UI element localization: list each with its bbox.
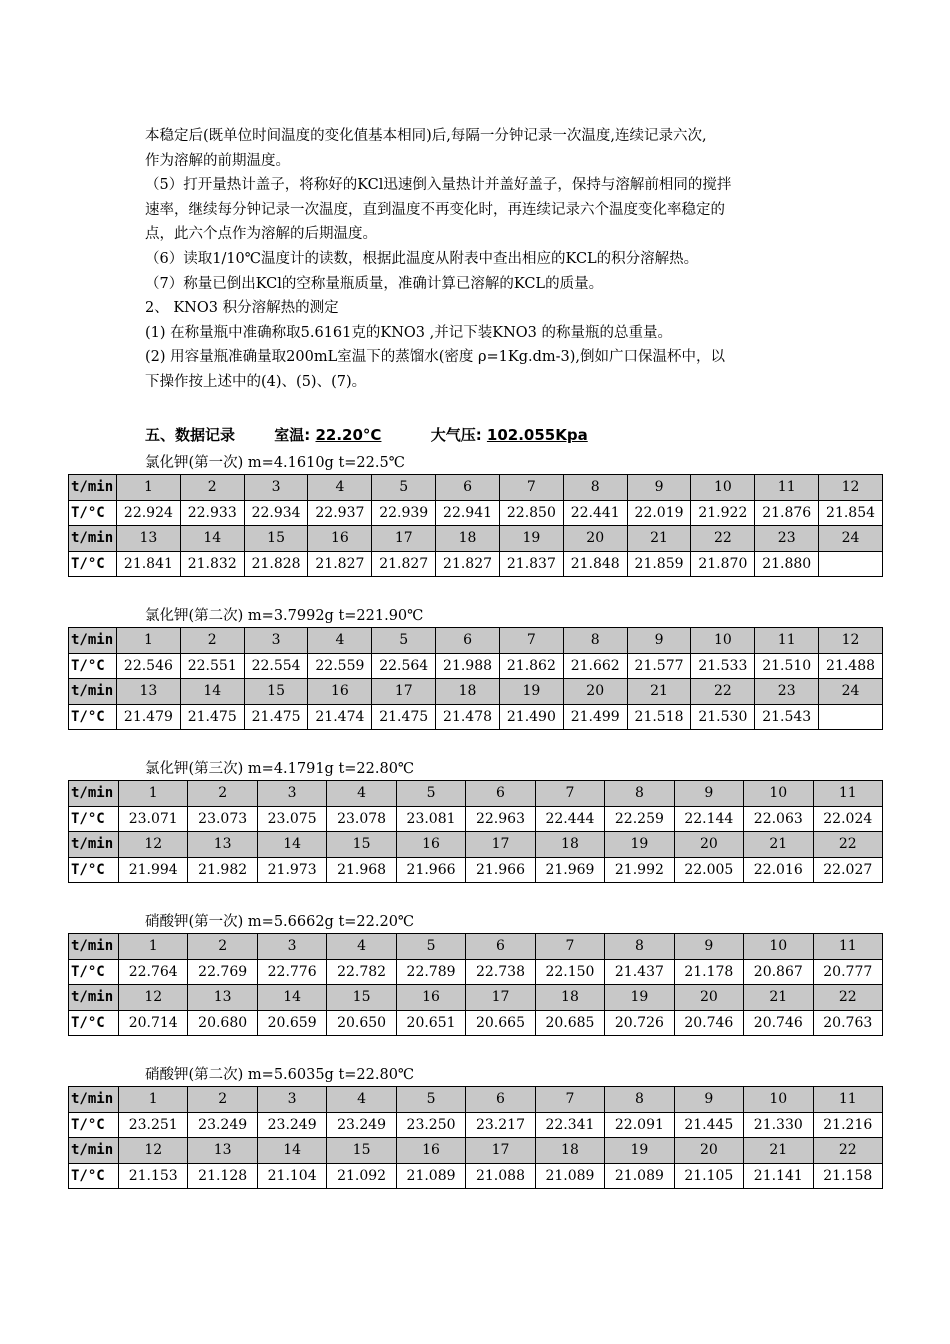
section-title: 五、数据记录 — [145, 426, 236, 444]
time-cell: 8 — [605, 781, 674, 807]
temperature-cell: 22.738 — [466, 959, 535, 985]
temperature-cell: 22.564 — [372, 653, 436, 679]
temperature-cell: 22.963 — [466, 806, 535, 832]
room-temp-value: 22.20°C — [315, 426, 382, 444]
time-label-cell: t/min — [69, 832, 119, 858]
time-cell: 1 — [117, 628, 181, 654]
table-row — [69, 857, 883, 883]
time-cell: 12 — [819, 628, 883, 654]
temperature-cell: 21.158 — [813, 1163, 882, 1189]
table-row — [69, 934, 883, 960]
temperature-cell: 20.746 — [674, 1010, 743, 1036]
temperature-cell: 21.518 — [627, 704, 691, 730]
temperature-cell: 21.988 — [436, 653, 500, 679]
time-cell: 22 — [691, 526, 755, 552]
time-cell: 19 — [499, 526, 563, 552]
time-cell: 16 — [308, 526, 372, 552]
procedure-text — [145, 124, 815, 395]
table-row — [69, 806, 883, 832]
time-cell: 10 — [744, 1087, 813, 1113]
time-cell: 7 — [499, 628, 563, 654]
temperature-cell: 21.966 — [466, 857, 535, 883]
temp-label-cell: T/°C — [69, 959, 119, 985]
temperature-cell: 23.249 — [327, 1112, 396, 1138]
time-cell: 11 — [813, 1087, 882, 1113]
temperature-cell: 20.659 — [257, 1010, 326, 1036]
time-cell: 19 — [605, 832, 674, 858]
temperature-cell: 20.680 — [188, 1010, 257, 1036]
table-caption: 氯化钾(第三次) m=4.1791g t=22.80℃ — [145, 761, 415, 777]
temperature-cell: 21.178 — [674, 959, 743, 985]
time-cell: 11 — [755, 475, 819, 501]
temperature-cell: 22.939 — [372, 500, 436, 526]
time-cell: 13 — [117, 526, 181, 552]
time-cell: 11 — [755, 628, 819, 654]
temperature-cell: 23.249 — [188, 1112, 257, 1138]
time-cell: 10 — [691, 475, 755, 501]
temperature-cell: 22.934 — [244, 500, 308, 526]
time-cell: 6 — [436, 475, 500, 501]
temperature-cell: 21.488 — [819, 653, 883, 679]
time-cell: 24 — [819, 679, 883, 705]
paragraph-line: 点，此六个点作为溶解的后期温度。 — [145, 226, 377, 243]
time-label-cell: t/min — [69, 526, 117, 552]
data-record-heading — [145, 425, 588, 445]
time-cell: 16 — [308, 679, 372, 705]
time-cell: 12 — [819, 475, 883, 501]
time-cell: 23 — [755, 679, 819, 705]
time-cell: 18 — [535, 832, 604, 858]
time-cell: 23 — [755, 526, 819, 552]
temperature-cell: 21.437 — [605, 959, 674, 985]
time-cell: 4 — [327, 934, 396, 960]
table-caption: 硝酸钾(第二次) m=5.6035g t=22.80℃ — [145, 1067, 415, 1083]
temperature-cell: 21.859 — [627, 551, 691, 577]
temperature-cell: 21.088 — [466, 1163, 535, 1189]
temperature-cell: 21.475 — [180, 704, 244, 730]
time-cell: 4 — [308, 475, 372, 501]
paragraph-line: 2、 KNO3 积分溶解热的测定 — [145, 300, 339, 317]
temperature-table — [68, 1086, 883, 1189]
temperature-cell: 21.854 — [819, 500, 883, 526]
time-cell: 20 — [674, 1138, 743, 1164]
time-cell: 1 — [119, 1087, 188, 1113]
temperature-cell: 22.789 — [396, 959, 465, 985]
temp-label-cell: T/°C — [69, 857, 119, 883]
time-cell: 10 — [744, 781, 813, 807]
temperature-cell: 21.848 — [563, 551, 627, 577]
temperature-cell: 21.862 — [499, 653, 563, 679]
temperature-cell: 20.746 — [744, 1010, 813, 1036]
time-cell: 8 — [605, 934, 674, 960]
time-cell: 9 — [674, 781, 743, 807]
time-cell: 6 — [436, 628, 500, 654]
time-cell: 15 — [244, 526, 308, 552]
temperature-cell: 22.850 — [499, 500, 563, 526]
table-row — [69, 832, 883, 858]
temperature-cell: 22.559 — [308, 653, 372, 679]
time-cell: 7 — [499, 475, 563, 501]
time-cell: 22 — [691, 679, 755, 705]
time-cell: 16 — [396, 985, 465, 1011]
temperature-cell: 21.104 — [257, 1163, 326, 1189]
temperature-cell: 23.073 — [188, 806, 257, 832]
temperature-cell: 23.249 — [257, 1112, 326, 1138]
temperature-cell: 21.475 — [244, 704, 308, 730]
temperature-cell: 22.144 — [674, 806, 743, 832]
paragraph-line: 作为溶解的前期温度。 — [145, 152, 290, 169]
temperature-cell: 23.078 — [327, 806, 396, 832]
time-cell: 17 — [466, 832, 535, 858]
temperature-cell: 20.665 — [466, 1010, 535, 1036]
time-cell: 9 — [674, 934, 743, 960]
temperature-cell: 21.330 — [744, 1112, 813, 1138]
time-label-cell: t/min — [69, 781, 119, 807]
temperature-cell: 23.081 — [396, 806, 465, 832]
temperature-cell: 21.828 — [244, 551, 308, 577]
temperature-cell: 22.441 — [563, 500, 627, 526]
time-cell: 20 — [563, 526, 627, 552]
table-row — [69, 500, 883, 526]
temperature-cell: 20.650 — [327, 1010, 396, 1036]
temperature-cell: 22.019 — [627, 500, 691, 526]
temperature-cell: 21.445 — [674, 1112, 743, 1138]
time-cell: 8 — [605, 1087, 674, 1113]
time-cell: 3 — [257, 1087, 326, 1113]
temperature-cell: 21.827 — [372, 551, 436, 577]
temperature-table — [68, 933, 883, 1036]
temperature-cell: 21.832 — [180, 551, 244, 577]
temperature-cell: 20.651 — [396, 1010, 465, 1036]
temperature-cell: 21.982 — [188, 857, 257, 883]
temperature-cell: 22.933 — [180, 500, 244, 526]
time-cell: 5 — [396, 1087, 465, 1113]
time-cell: 14 — [257, 985, 326, 1011]
time-cell: 14 — [180, 679, 244, 705]
time-cell: 14 — [257, 1138, 326, 1164]
time-cell: 20 — [563, 679, 627, 705]
temperature-cell: 22.769 — [188, 959, 257, 985]
time-cell: 17 — [372, 526, 436, 552]
temperature-cell: 23.217 — [466, 1112, 535, 1138]
paragraph-line: （6）读取1/10℃温度计的读数，根据此温度从附表中查出相应的KCL的积分溶解热。 — [145, 250, 699, 267]
temperature-cell: 21.092 — [327, 1163, 396, 1189]
time-cell: 3 — [257, 781, 326, 807]
time-cell: 20 — [674, 985, 743, 1011]
time-cell: 13 — [188, 985, 257, 1011]
table-row — [69, 653, 883, 679]
temperature-cell: 21.837 — [499, 551, 563, 577]
temperature-cell: 21.577 — [627, 653, 691, 679]
temperature-table — [68, 474, 883, 577]
paragraph-line: 下操作按上述中的(4)、(5)、(7)。 — [145, 373, 367, 390]
time-cell: 5 — [396, 934, 465, 960]
pressure-label: 大气压: — [430, 426, 482, 444]
temp-label-cell: T/°C — [69, 500, 117, 526]
table-row — [69, 1163, 883, 1189]
temp-label-cell: T/°C — [69, 806, 119, 832]
time-cell: 3 — [257, 934, 326, 960]
time-cell: 21 — [627, 526, 691, 552]
room-temp-label: 室温: — [274, 426, 311, 444]
paragraph-line: (1) 在称量瓶中准确称取5.6161克的KNO3 ,并记下装KNO3 的称量瓶的总重量。 — [145, 324, 672, 341]
time-cell: 17 — [466, 1138, 535, 1164]
temperature-cell: 21.880 — [755, 551, 819, 577]
temperature-cell: 23.075 — [257, 806, 326, 832]
temperature-cell: 23.071 — [119, 806, 188, 832]
paragraph-line: 速率，继续每分钟记录一次温度，直到温度不再变化时，再连续记录六个温度变化率稳定的 — [145, 201, 725, 218]
temperature-cell: 21.089 — [535, 1163, 604, 1189]
time-cell: 1 — [119, 934, 188, 960]
time-cell: 5 — [372, 475, 436, 501]
temp-label-cell: T/°C — [69, 704, 117, 730]
temperature-cell: 21.876 — [755, 500, 819, 526]
table-caption: 氯化钾(第一次) m=4.1610g t=22.5℃ — [145, 455, 405, 471]
time-cell: 3 — [244, 628, 308, 654]
table-row — [69, 679, 883, 705]
temp-label-cell: T/°C — [69, 1112, 119, 1138]
temp-label-cell: T/°C — [69, 653, 117, 679]
time-cell: 14 — [257, 832, 326, 858]
temperature-cell: 21.475 — [372, 704, 436, 730]
time-cell: 11 — [813, 781, 882, 807]
temperature-cell: 22.444 — [535, 806, 604, 832]
time-cell: 18 — [535, 1138, 604, 1164]
temperature-cell: 21.105 — [674, 1163, 743, 1189]
temperature-cell: 21.969 — [535, 857, 604, 883]
temperature-cell: 21.870 — [691, 551, 755, 577]
time-cell: 22 — [813, 832, 882, 858]
time-cell: 19 — [605, 985, 674, 1011]
temperature-cell: 22.150 — [535, 959, 604, 985]
paragraph-line: 本稳定后(既单位时间温度的变化值基本相同)后,每隔一分钟记录一次温度,连续记录六次, — [145, 128, 707, 144]
table-caption: 氯化钾(第二次) m=3.7992g t=221.90℃ — [145, 608, 424, 624]
time-cell: 19 — [605, 1138, 674, 1164]
time-cell: 2 — [180, 628, 244, 654]
time-cell: 22 — [813, 1138, 882, 1164]
temperature-cell: 21.533 — [691, 653, 755, 679]
temperature-cell: 21.089 — [396, 1163, 465, 1189]
table-row — [69, 526, 883, 552]
temperature-cell: 21.530 — [691, 704, 755, 730]
temperature-cell: 22.016 — [744, 857, 813, 883]
temperature-cell: 21.510 — [755, 653, 819, 679]
time-cell: 18 — [436, 526, 500, 552]
temperature-cell: 21.966 — [396, 857, 465, 883]
time-cell: 14 — [180, 526, 244, 552]
time-cell: 18 — [535, 985, 604, 1011]
temp-label-cell: T/°C — [69, 1163, 119, 1189]
time-cell: 2 — [188, 781, 257, 807]
temperature-cell: 20.867 — [744, 959, 813, 985]
time-cell: 5 — [372, 628, 436, 654]
time-cell: 21 — [744, 832, 813, 858]
temperature-table — [68, 780, 883, 883]
time-label-cell: t/min — [69, 1138, 119, 1164]
time-cell: 17 — [466, 985, 535, 1011]
time-cell: 12 — [119, 1138, 188, 1164]
time-cell: 21 — [744, 985, 813, 1011]
table-row — [69, 551, 883, 577]
temperature-cell: 21.922 — [691, 500, 755, 526]
time-cell: 17 — [372, 679, 436, 705]
temperature-cell: 22.546 — [117, 653, 181, 679]
time-cell: 15 — [327, 1138, 396, 1164]
table-row — [69, 1010, 883, 1036]
temperature-cell: 22.259 — [605, 806, 674, 832]
time-cell: 16 — [396, 832, 465, 858]
temperature-cell: 20.763 — [813, 1010, 882, 1036]
time-label-cell: t/min — [69, 934, 119, 960]
temperature-cell: 22.941 — [436, 500, 500, 526]
time-label-cell: t/min — [69, 1087, 119, 1113]
temperature-cell: 20.726 — [605, 1010, 674, 1036]
temperature-cell: 22.776 — [257, 959, 326, 985]
table-caption: 硝酸钾(第一次) m=5.6662g t=22.20℃ — [145, 914, 415, 930]
time-cell: 8 — [563, 628, 627, 654]
temperature-cell: 20.714 — [119, 1010, 188, 1036]
temperature-cell: 21.543 — [755, 704, 819, 730]
table-row — [69, 1138, 883, 1164]
temperature-cell: 22.063 — [744, 806, 813, 832]
temperature-cell: 21.490 — [499, 704, 563, 730]
table-row — [69, 475, 883, 501]
table-row — [69, 628, 883, 654]
temperature-cell: 21.992 — [605, 857, 674, 883]
temperature-cell: 21.153 — [119, 1163, 188, 1189]
table-row — [69, 959, 883, 985]
time-cell: 13 — [117, 679, 181, 705]
temperature-cell: 22.341 — [535, 1112, 604, 1138]
time-cell: 22 — [813, 985, 882, 1011]
time-cell: 6 — [466, 1087, 535, 1113]
temperature-table — [68, 627, 883, 730]
temperature-cell: 21.841 — [117, 551, 181, 577]
time-cell: 12 — [119, 985, 188, 1011]
pressure-value: 102.055Kpa — [486, 426, 588, 444]
temperature-cell: 21.089 — [605, 1163, 674, 1189]
temperature-cell: 21.128 — [188, 1163, 257, 1189]
time-cell: 12 — [119, 832, 188, 858]
table-row — [69, 985, 883, 1011]
temperature-cell: 23.251 — [119, 1112, 188, 1138]
temperature-cell: 22.764 — [119, 959, 188, 985]
temperature-cell: 21.662 — [563, 653, 627, 679]
time-cell: 10 — [691, 628, 755, 654]
time-label-cell: t/min — [69, 679, 117, 705]
time-label-cell: t/min — [69, 628, 117, 654]
time-cell: 9 — [627, 475, 691, 501]
temperature-cell: 21.994 — [119, 857, 188, 883]
temperature-cell: 20.777 — [813, 959, 882, 985]
paragraph-line: (2) 用容量瓶准确量取200mL室温下的蒸馏水(密度 ρ=1Kg.dm-3),倒如广口保温杯中，以 — [145, 349, 726, 366]
time-cell: 13 — [188, 832, 257, 858]
time-cell: 4 — [308, 628, 372, 654]
temperature-cell: 22.924 — [117, 500, 181, 526]
time-cell: 4 — [327, 1087, 396, 1113]
time-cell: 11 — [813, 934, 882, 960]
time-cell: 18 — [436, 679, 500, 705]
time-cell: 9 — [674, 1087, 743, 1113]
table-row — [69, 781, 883, 807]
temp-label-cell: T/°C — [69, 1010, 119, 1036]
time-cell: 10 — [744, 934, 813, 960]
temperature-cell: 23.250 — [396, 1112, 465, 1138]
table-row — [69, 704, 883, 730]
temperature-cell: 21.827 — [308, 551, 372, 577]
time-cell: 7 — [535, 781, 604, 807]
time-cell: 7 — [535, 934, 604, 960]
temperature-cell: 21.141 — [744, 1163, 813, 1189]
table-row — [69, 1112, 883, 1138]
time-label-cell: t/min — [69, 985, 119, 1011]
temperature-cell: 21.479 — [117, 704, 181, 730]
temperature-cell: 22.551 — [180, 653, 244, 679]
table-row — [69, 1087, 883, 1113]
temperature-cell: 22.027 — [813, 857, 882, 883]
paragraph-line: （5）打开量热计盖子，将称好的KCl迅速倒入量热计并盖好盖子，保持与溶解前相同的搅拌 — [145, 177, 732, 194]
time-label-cell: t/min — [69, 475, 117, 501]
time-cell: 6 — [466, 934, 535, 960]
temp-label-cell: T/°C — [69, 551, 117, 577]
temperature-cell: 21.499 — [563, 704, 627, 730]
time-cell: 5 — [396, 781, 465, 807]
time-cell: 16 — [396, 1138, 465, 1164]
time-cell: 15 — [244, 679, 308, 705]
temperature-cell: 21.973 — [257, 857, 326, 883]
temperature-cell: 22.005 — [674, 857, 743, 883]
time-cell: 24 — [819, 526, 883, 552]
temperature-cell: 21.478 — [436, 704, 500, 730]
temperature-cell: 22.554 — [244, 653, 308, 679]
temperature-cell: 21.827 — [436, 551, 500, 577]
time-cell: 19 — [499, 679, 563, 705]
time-cell: 1 — [117, 475, 181, 501]
time-cell: 15 — [327, 832, 396, 858]
time-cell: 3 — [244, 475, 308, 501]
time-cell: 13 — [188, 1138, 257, 1164]
time-cell: 8 — [563, 475, 627, 501]
temperature-cell: 22.024 — [813, 806, 882, 832]
time-cell: 7 — [535, 1087, 604, 1113]
time-cell: 2 — [188, 1087, 257, 1113]
temperature-cell: 22.937 — [308, 500, 372, 526]
time-cell: 15 — [327, 985, 396, 1011]
temperature-cell — [819, 551, 883, 577]
temperature-cell — [819, 704, 883, 730]
time-cell: 2 — [180, 475, 244, 501]
time-cell: 2 — [188, 934, 257, 960]
temperature-cell: 22.782 — [327, 959, 396, 985]
temperature-cell: 21.474 — [308, 704, 372, 730]
time-cell: 21 — [744, 1138, 813, 1164]
temperature-cell: 22.091 — [605, 1112, 674, 1138]
temperature-cell: 20.685 — [535, 1010, 604, 1036]
time-cell: 4 — [327, 781, 396, 807]
time-cell: 9 — [627, 628, 691, 654]
time-cell: 1 — [119, 781, 188, 807]
temperature-cell: 21.216 — [813, 1112, 882, 1138]
time-cell: 20 — [674, 832, 743, 858]
paragraph-line: （7）称量已倒出KCl的空称量瓶质量，准确计算已溶解的KCL的质量。 — [145, 275, 604, 292]
time-cell: 6 — [466, 781, 535, 807]
temperature-cell: 21.968 — [327, 857, 396, 883]
time-cell: 21 — [627, 679, 691, 705]
